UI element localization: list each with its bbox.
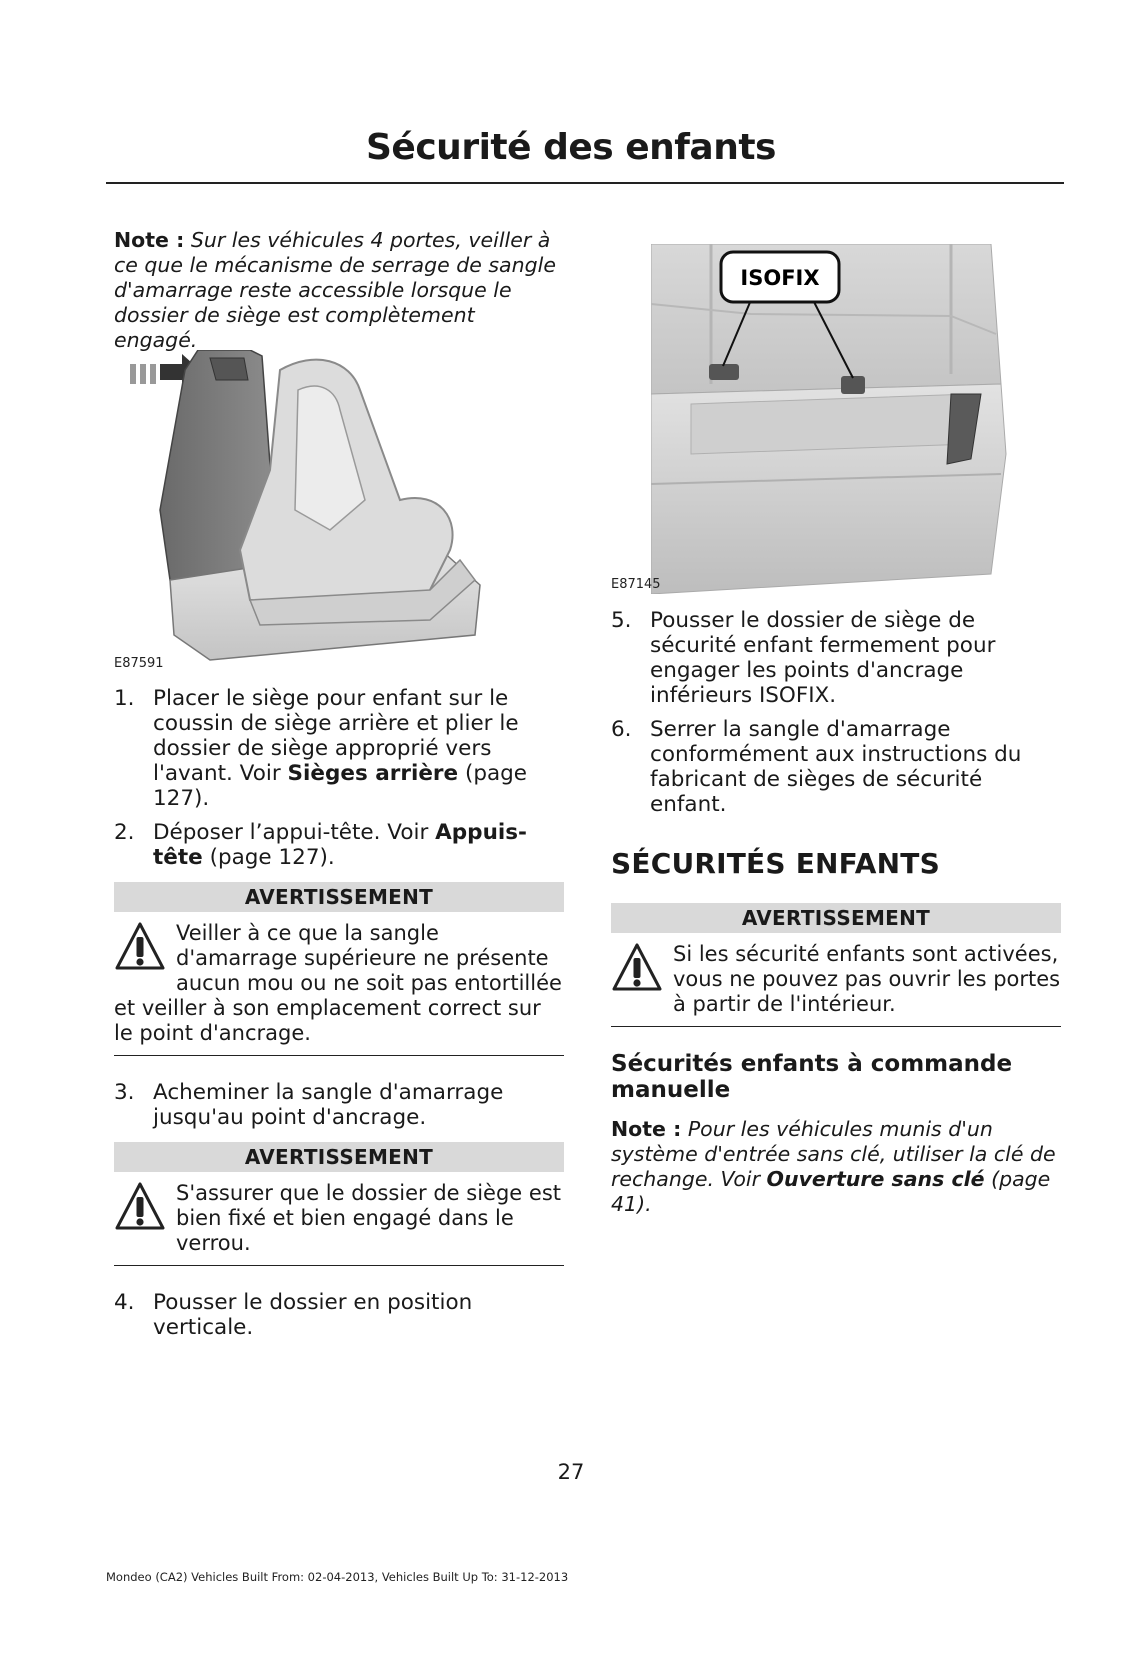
warning-text: S'assurer que le dossier de siège est bien fixé et bien engagé dans le verrou.: [176, 1181, 561, 1255]
step-item: [611, 717, 1061, 817]
note-text: Sur les véhicules 4 portes, veiller à ce que le mécanisme de serrage de sangle d'amarrage reste accessible lorsque le dossier de siège est complètement engagé.: [114, 228, 556, 352]
warning-divider: [114, 1265, 564, 1266]
step-text: Pousser le dossier de siège de sécurité enfant fermement pour engager les points d'ancrage inférieurs ISOFIX.: [650, 608, 996, 708]
step-text: Acheminer la sangle d'amarrage jusqu'au point d'ancrage.: [153, 1080, 504, 1130]
step-item: [611, 608, 1061, 708]
link-rear-seats[interactable]: Sièges arrière: [287, 761, 459, 786]
page-ref: (page 41).: [611, 1167, 1051, 1216]
step-number: 1.: [114, 686, 135, 711]
steps-list-b: [114, 1080, 564, 1130]
warning-body: [114, 1172, 564, 1256]
warning-box: [611, 903, 1061, 1027]
note-label: Note :: [611, 1117, 682, 1141]
warning-box: [114, 1142, 564, 1266]
step-text: Placer le siège pour enfant sur le coussin de siège arrière et plier le dossier de siège approprié vers l'avant. Voir: [153, 686, 519, 786]
figure-label-left: E87591: [114, 656, 164, 671]
note-text: Pour les véhicules munis d'un système d'entrée sans clé, utiliser la clé de rechange. Voir: [611, 1117, 1056, 1191]
warning-heading: AVERTISSEMENT: [611, 903, 1061, 933]
subsection-heading: Sécurités enfants à commande manuelle: [611, 1051, 1013, 1103]
isofix-illustration: [651, 244, 1011, 594]
step-number: 6.: [611, 717, 632, 742]
step-item: [114, 1080, 564, 1130]
title-divider: [106, 182, 1064, 184]
warning-triangle-icon: [114, 1181, 166, 1233]
section-heading: SÉCURITÉS ENFANTS: [611, 847, 940, 880]
step-item: [114, 820, 564, 870]
link-keyless-entry[interactable]: Ouverture sans clé: [766, 1167, 985, 1191]
warning-text: Veiller à ce que la sangle d'amarrage supérieure ne présente aucun mou ou ne soit pas entortillée et veiller à son emplacement correct sur le point d'ancrage.: [114, 921, 562, 1045]
steps-list-a: [114, 686, 564, 870]
note-keyless: [611, 1117, 1061, 1217]
right-steps-block: [611, 608, 1061, 1217]
warning-heading: AVERTISSEMENT: [114, 1142, 564, 1172]
note-label: Note :: [114, 228, 185, 252]
step-number: 3.: [114, 1080, 135, 1105]
step-number: 2.: [114, 820, 135, 845]
warning-divider: [611, 1026, 1061, 1027]
motion-lines: [130, 364, 156, 384]
step-item: [114, 686, 564, 811]
step-text: Pousser le dossier en position verticale.: [153, 1290, 473, 1340]
left-steps-block: [114, 686, 564, 1349]
warning-triangle-icon: [611, 942, 663, 994]
step-number: 5.: [611, 608, 632, 633]
step-item: [114, 1290, 564, 1340]
page-footer: Mondeo (CA2) Vehicles Built From: 02-04-2013, Vehicles Built Up To: 31-12-2013: [106, 1570, 569, 1584]
warning-body: [611, 933, 1061, 1017]
child-seat-illustration: [130, 350, 510, 680]
page-ref: (page 127).: [153, 761, 528, 811]
figure-label-right: E87145: [611, 577, 661, 592]
warning-divider: [114, 1055, 564, 1056]
page-title: Sécurité des enfants: [366, 127, 776, 168]
step-text: Serrer la sangle d'amarrage conformément aux instructions du fabricant de sièges de sécurité enfant.: [650, 717, 1022, 817]
isofix-figure: [651, 244, 1011, 594]
isofix-anchor-right-icon: [841, 376, 865, 394]
left-column: [114, 228, 564, 353]
warning-box: [114, 882, 564, 1056]
step-text: Déposer l’appui-tête. Voir: [153, 820, 429, 845]
warning-triangle-icon: [114, 921, 166, 973]
note-4-doors: [114, 228, 564, 353]
steps-list-c: [114, 1290, 564, 1340]
isofix-callout-text: ISOFIX: [740, 266, 820, 290]
warning-heading: AVERTISSEMENT: [114, 882, 564, 912]
isofix-anchor-left-icon: [709, 364, 739, 380]
warning-text: Si les sécurité enfants sont activées, vous ne pouvez pas ouvrir les portes à partir de l'intérieur.: [673, 942, 1061, 1016]
link-headrests[interactable]: Appuis-tête: [153, 820, 527, 870]
page-ref: (page 127).: [209, 845, 335, 870]
page-number: 27: [557, 1460, 585, 1484]
step-number: 4.: [114, 1290, 135, 1315]
steps-list-d: [611, 608, 1061, 817]
warning-body: [114, 912, 564, 1046]
child-seat-figure: [130, 350, 510, 680]
